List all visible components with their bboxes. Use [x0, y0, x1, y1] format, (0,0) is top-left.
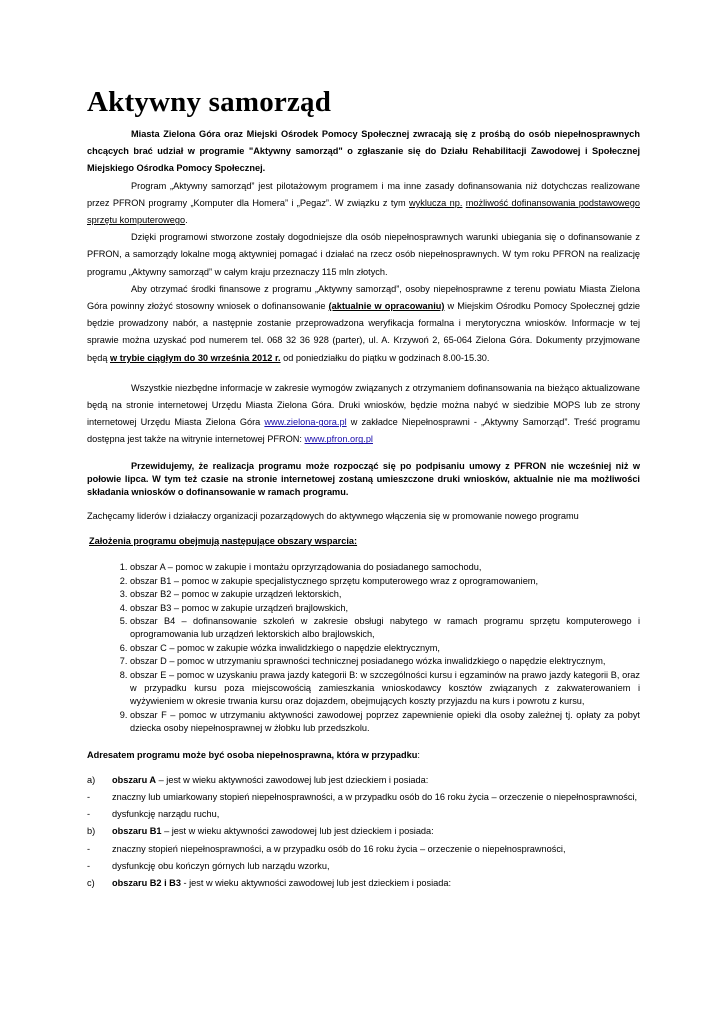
criteria-item: - znaczny lub umiarkowany stopień niepełnosprawności, a w przypadku osób do 16 roku życia – orzeczenie o niepełnosprawności, [87, 791, 638, 802]
schedule-paragraph: Przewidujemy, że realizacja programu może rozpocząć się po podpisaniu umowy z PFRON nie wcześniej niż w połowie lipca. W tym też czasie na stronie internetowej zostaną umieszczone druki wniosków, aktualnie nie ma możliwości składania wniosków o dofinansowanie w ramach programu. [87, 460, 640, 498]
program-description-paragraph: Program „Aktywny samorząd” jest pilotażowym programem i ma inne zasady dofinansowania niż dotychczas realizowane przez PFRON programy „Komputer dla Homera” i „Pegaz”. W związku z tym wyklucza np. możliwość dofinansowania podstawowego sprzętu komputerowego. [87, 180, 640, 226]
pfron-link[interactable]: www.pfron.org.pl [304, 434, 373, 445]
list-item: 5. obszar B4 – dofinansowanie szkoleń w zakresie obsługi nabytego w ramach programu sprzętu komputerowego i oprogramowania lub urządzeń lektorskich albo brajlowskich, [130, 615, 640, 642]
list-item: 7. obszar D – pomoc w utrzymaniu sprawności technicznej posiadanego wózka inwalidzkiego o napędzie elektrycznym, [130, 655, 640, 668]
zielona-gora-link[interactable]: www.zielona-gora.pl [264, 417, 347, 428]
list-item: 2. obszar B1 – pomoc w zakupie specjalistycznego sprzętu komputerowego wraz z oprogramowaniem, [130, 575, 640, 588]
intro-paragraph: Miasta Zielona Góra oraz Miejski Ośrodek Pomocy Społecznej zwracają się z prośbą do osób niepełnosprawnych chcących brać udział w programie "Aktywny samorząd" o zgłaszanie się do Działu Rehabilitacji Zawodowej i Społecznej Miejskiego Ośrodka Pomocy Społecznej. [87, 129, 640, 174]
criteria-item: - znaczny stopień niepełnosprawności, a w przypadku osób do 16 roku życia – orzeczenie o niepełnosprawności, [87, 843, 566, 854]
document-page [87, 84, 640, 892]
support-areas-list [87, 561, 640, 735]
criteria-list [87, 772, 640, 892]
list-item: 9. obszar F – pomoc w utrzymaniu aktywności zawodowej poprzez zapewnienie opieki dla osoby zależnej tj. opłaty za pobyt dziecka osoby niepełnosprawnej w żłobku lub przedszkolu. [130, 709, 640, 736]
criteria-item: - dysfunkcję obu kończyn górnych lub narządu wzorku, [87, 860, 330, 871]
list-item: 1. obszar A – pomoc w zakupie i montażu oprzyrządowania do posiadanego samochodu, [130, 561, 640, 574]
areas-heading: Założenia programu obejmują następujące obszary wsparcia: [89, 536, 358, 547]
list-item: 6. obszar C – pomoc w zakupie wózka inwalidzkiego o napędzie elektrycznym, [130, 642, 640, 655]
list-item: 4. obszar B3 – pomoc w zakupie urządzeń brajlowskich, [130, 602, 640, 615]
criteria-item: - dysfunkcję narządu ruchu, [87, 809, 220, 820]
list-item: 3. obszar B2 – pomoc w zakupie urządzeń lektorskich, [130, 588, 640, 601]
criteria-item: b) obszaru B1 – jest w wieku aktywności zawodowej lub jest dzieckiem i posiada: [87, 826, 434, 837]
criteria-item: c) obszaru B2 i B3 - jest w wieku aktywności zawodowej lub jest dzieckiem i posiada: [87, 877, 452, 888]
page-title: Aktywny samorząd [87, 86, 332, 118]
encouragement-paragraph: Zachęcamy liderów i działaczy organizacji pozarządowych do aktywnego włączenia się w promowanie nowego programu [87, 510, 579, 521]
information-paragraph: Wszystkie niezbędne informacje w zakresie wymogów związanych z otrzymaniem dofinansowania na bieżąco aktualizowane będą na stronie internetowej Urzędu Miasta Zielona Góra. Druki wniosków, będzie można nabyć w siedzibie MOPS lub ze strony internetowej Urzędu Miasta Zielona Góra www.zielona-gora.pl w zakładce Niepełnosprawni - „Aktywny Samorząd”. Treść programu dostępna jest także na witrynie internetowej PFRON: www.pfron.org.pl [87, 382, 640, 445]
addressee-heading: Adresatem programu może być osoba niepełnosprawna, która w przypadku: [87, 749, 420, 760]
application-paragraph: Aby otrzymać środki finansowe z programu „Aktywny samorząd”, osoby niepełnosprawne z terenu powiatu Miasta Zielona Góra powinny złożyć stosowny wniosek o dofinansowanie (aktualnie w opracowaniu) w Miejskim Ośrodku Pomocy Społecznej gdzie będzie prowadzony nabór, a następnie zostanie przeprowadzona weryfikacja formalna i merytoryczna wniosków. Informacje w tej sprawie można uzyskać pod numerem tel. 068 32 36 928 (parter), ul. A. Krzywoń 2, 65-064 Zielona Góra. Dokumenty przyjmowane będą w trybie ciągłym do 30 września 2012 r. od poniedziałku do piątku w godzinach 8.00-15.30. [87, 283, 640, 363]
criteria-item: a) obszaru A – jest w wieku aktywności zawodowej lub jest dzieckiem i posiada: [87, 774, 429, 785]
list-item: 8. obszar E – pomoc w uzyskaniu prawa jazdy kategorii B: w szczególności kursu i egzaminów na prawo jazdy kategorii B, oraz w przypadku kursu poza miejscowością zamieszkania wnioskodawcy kosztów związanych z zakwaterowaniem i wyżywieniem w okresie trwania kursu oraz dojazdem, obejmujących koszty przyjazdu na kurs i powrotu z kursu, [130, 669, 640, 709]
program-benefits-paragraph: Dzięki programowi stworzone zostały dogodniejsze dla osób niepełnosprawnych warunki ubiegania się o dofinansowanie z PFRON, a samorządy lokalne mogą aktywniej pomagać i działać na rzecz osób niepełnosprawnych. W tym roku PFRON na realizację programu „Aktywny samorząd” w całym kraju przeznaczy 115 mln złotych. [87, 232, 640, 277]
